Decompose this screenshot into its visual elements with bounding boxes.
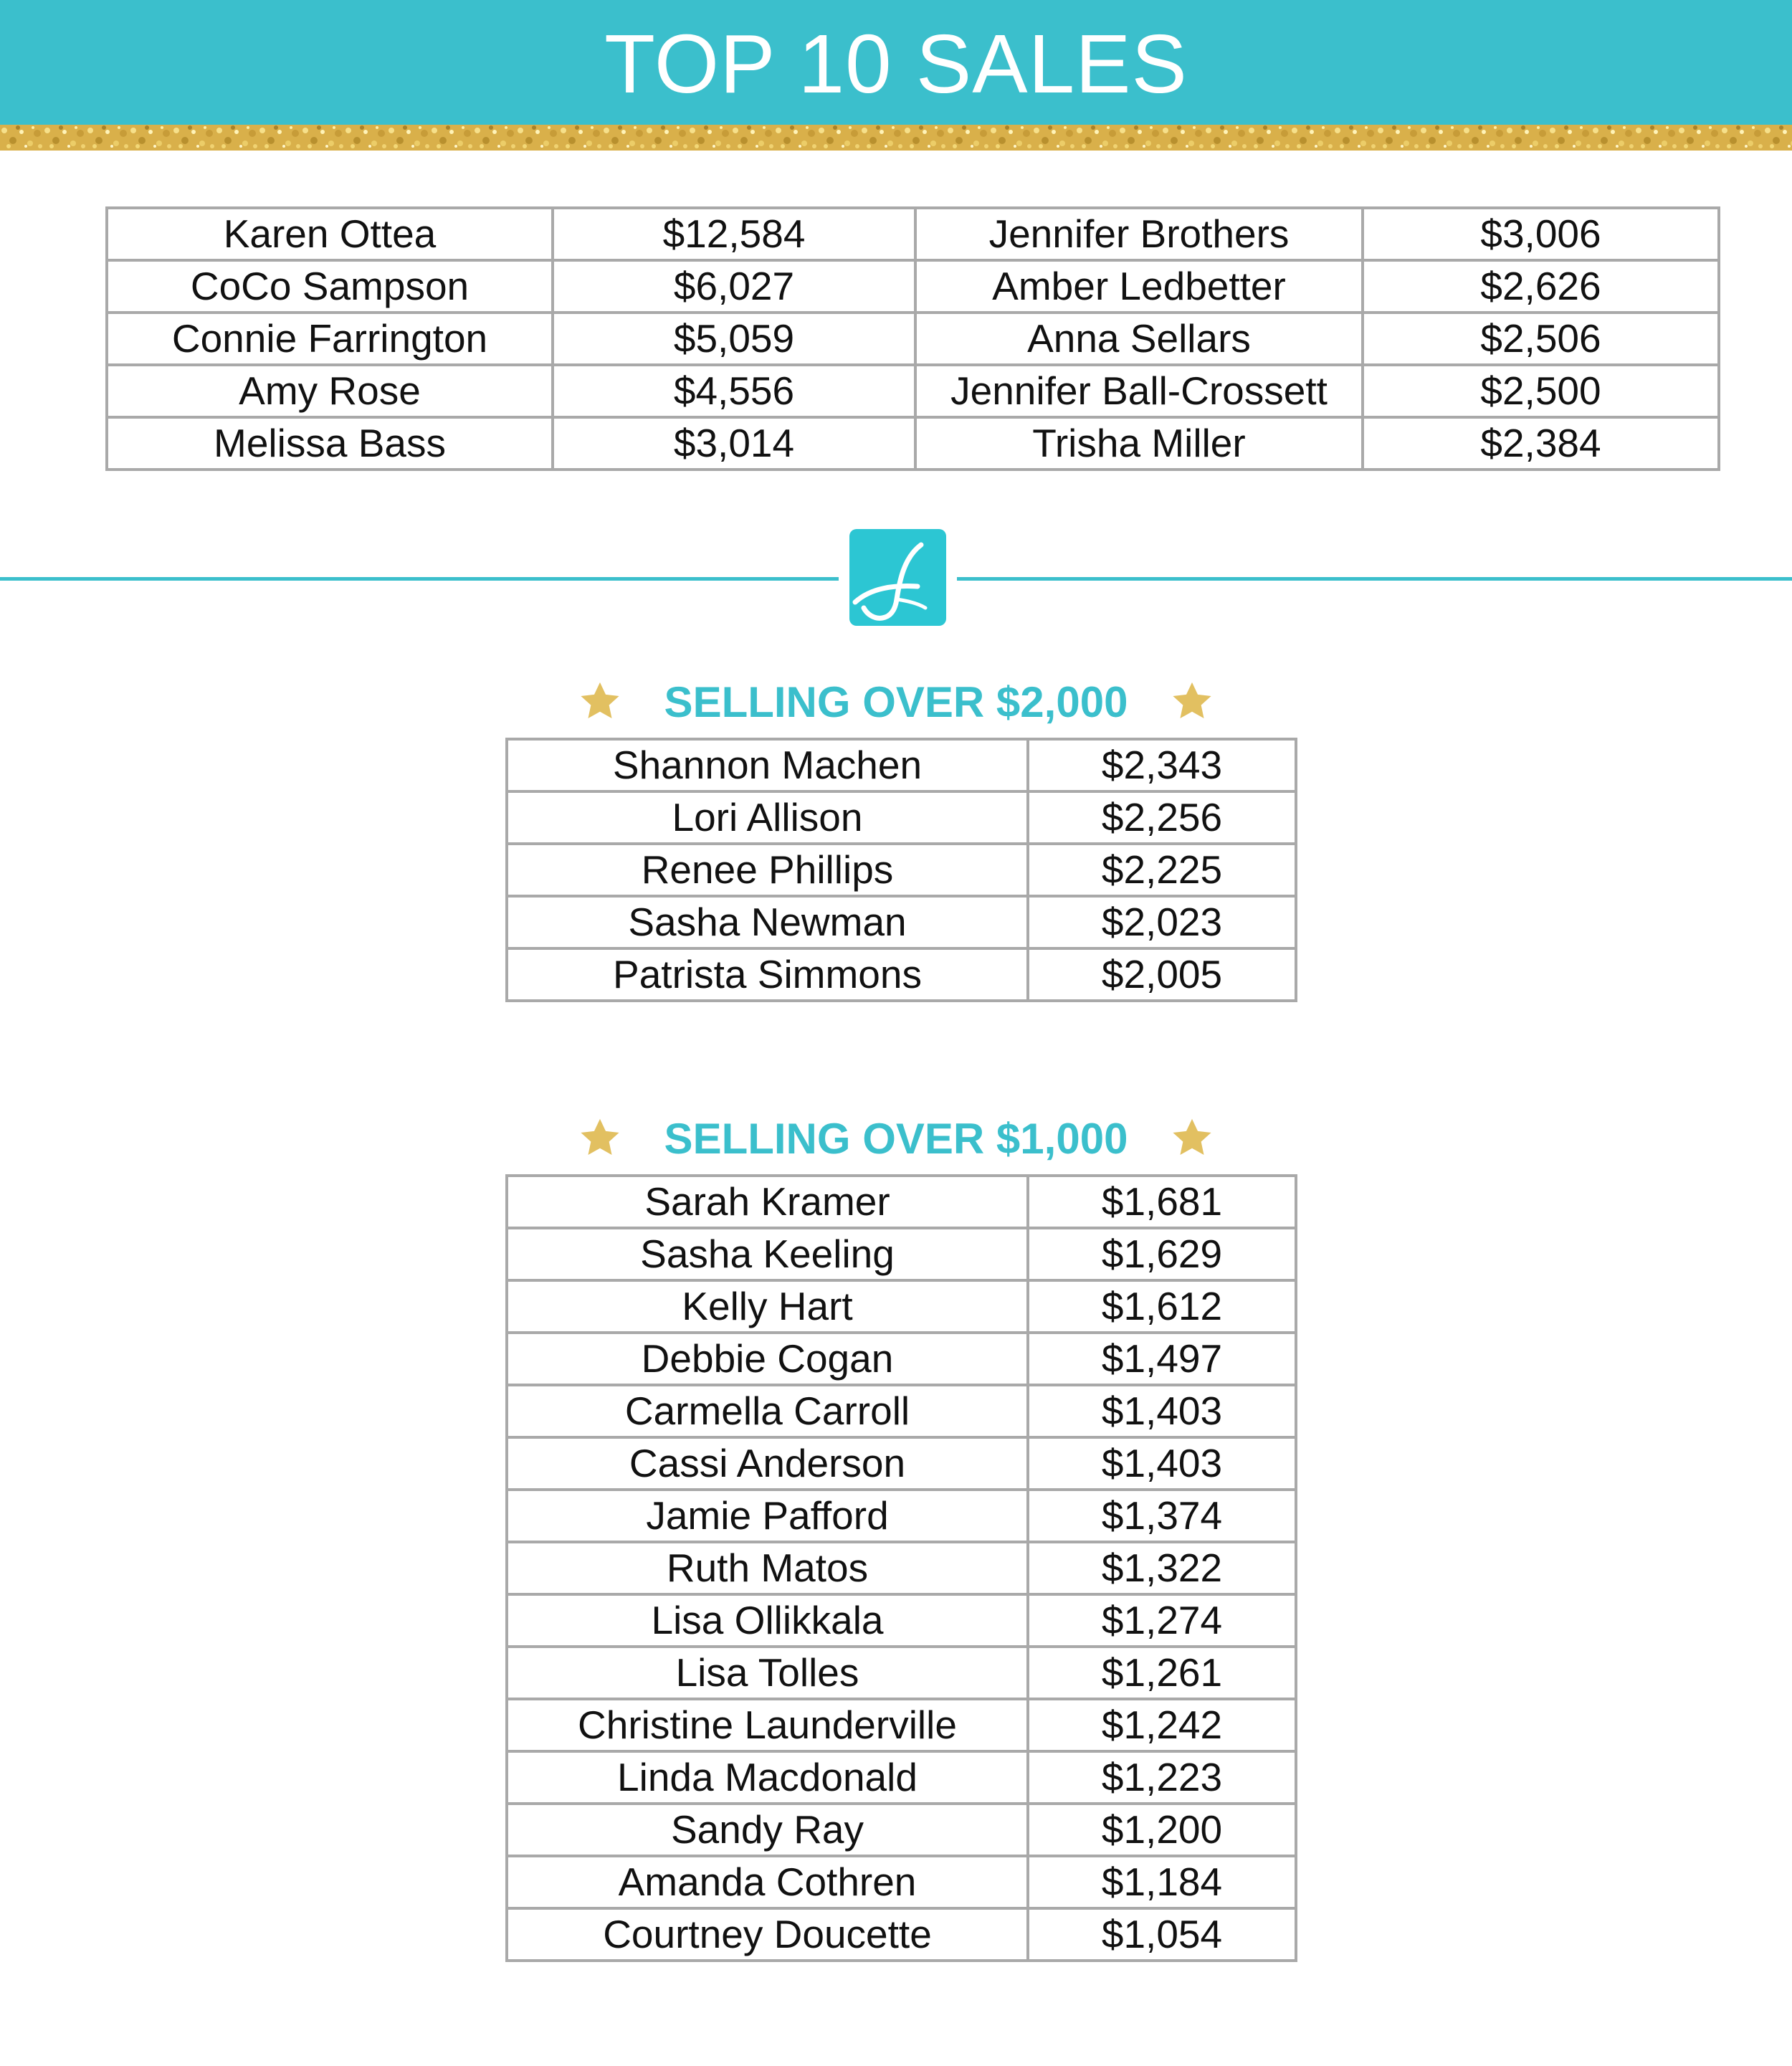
seller-name: Connie Farrington (107, 313, 553, 365)
sales-amount: $2,343 (1028, 739, 1296, 791)
seller-name: Amy Rose (107, 365, 553, 417)
divider-line-left (0, 577, 839, 581)
seller-name: Sasha Keeling (507, 1228, 1028, 1280)
sales-amount: $1,497 (1028, 1333, 1296, 1385)
sales-amount: $2,225 (1028, 844, 1296, 896)
seller-name: Cassi Anderson (507, 1437, 1028, 1490)
seller-name: Shannon Machen (507, 739, 1028, 791)
table-row (507, 1699, 1296, 1751)
seller-name: Christine Launderville (507, 1699, 1028, 1751)
table-row (507, 1385, 1296, 1437)
sales-amount: $1,223 (1028, 1751, 1296, 1804)
gold-glitter-strip (0, 125, 1792, 151)
table-row (507, 1594, 1296, 1647)
seller-name: Jamie Pafford (507, 1490, 1028, 1542)
table-row (507, 1333, 1296, 1385)
seller-name: CoCo Sampson (107, 260, 553, 313)
table-row (507, 1856, 1296, 1908)
table-row (507, 1908, 1296, 1961)
seller-name: Lori Allison (507, 791, 1028, 844)
table-row (507, 1280, 1296, 1333)
seller-name: Carmella Carroll (507, 1385, 1028, 1437)
seller-name: Sandy Ray (507, 1804, 1028, 1856)
table-row (107, 417, 1719, 470)
sales-amount: $1,261 (1028, 1647, 1296, 1699)
sales-amount: $1,629 (1028, 1228, 1296, 1280)
seller-name: Linda Macdonald (507, 1751, 1028, 1804)
sales-amount: $3,006 (1363, 208, 1719, 260)
table-row (507, 1176, 1296, 1228)
seller-name: Jennifer Ball-Crossett (915, 365, 1363, 417)
sales-amount: $1,681 (1028, 1176, 1296, 1228)
seller-name: Sasha Newman (507, 896, 1028, 948)
sales-amount: $1,242 (1028, 1699, 1296, 1751)
sales-amount: $1,612 (1028, 1280, 1296, 1333)
table-row (107, 208, 1719, 260)
seller-name: Trisha Miller (915, 417, 1363, 470)
section-title-over-1000: SELLING OVER $1,000 (664, 1114, 1128, 1163)
star-icon (577, 680, 623, 724)
table-row (507, 1542, 1296, 1594)
star-icon (1169, 680, 1215, 724)
sales-amount: $2,005 (1028, 948, 1296, 1001)
brand-script-logo-icon (849, 529, 946, 626)
sales-amount: $1,054 (1028, 1908, 1296, 1961)
table-row (507, 844, 1296, 896)
table-row (507, 1804, 1296, 1856)
table-row (107, 313, 1719, 365)
seller-name: Sarah Kramer (507, 1176, 1028, 1228)
table-row (507, 791, 1296, 844)
table-row (107, 260, 1719, 313)
sales-amount: $5,059 (553, 313, 915, 365)
star-icon (1169, 1116, 1215, 1161)
section-header-over-1000 (0, 1110, 1792, 1167)
sales-amount: $2,256 (1028, 791, 1296, 844)
table-row (507, 739, 1296, 791)
sales-amount: $1,403 (1028, 1385, 1296, 1437)
sales-amount: $2,626 (1363, 260, 1719, 313)
seller-name: Lisa Tolles (507, 1647, 1028, 1699)
sales-amount: $2,506 (1363, 313, 1719, 365)
over-2000-table (505, 738, 1297, 1002)
sales-amount: $1,374 (1028, 1490, 1296, 1542)
sales-amount: $3,014 (553, 417, 915, 470)
header-banner (0, 0, 1792, 125)
section-header-over-2000 (0, 673, 1792, 730)
table-row (507, 1228, 1296, 1280)
sales-amount: $4,556 (553, 365, 915, 417)
sales-amount: $12,584 (553, 208, 915, 260)
table-row (507, 1437, 1296, 1490)
table-row (507, 948, 1296, 1001)
seller-name: Lisa Ollikkala (507, 1594, 1028, 1647)
sales-amount: $1,184 (1028, 1856, 1296, 1908)
seller-name: Melissa Bass (107, 417, 553, 470)
sales-amount: $1,274 (1028, 1594, 1296, 1647)
seller-name: Karen Ottea (107, 208, 553, 260)
table-row (507, 896, 1296, 948)
seller-name: Kelly Hart (507, 1280, 1028, 1333)
sales-amount: $2,023 (1028, 896, 1296, 948)
sales-amount: $1,200 (1028, 1804, 1296, 1856)
seller-name: Patrista Simmons (507, 948, 1028, 1001)
seller-name: Jennifer Brothers (915, 208, 1363, 260)
sales-amount: $2,500 (1363, 365, 1719, 417)
top10-table (105, 206, 1720, 471)
page-title: TOP 10 SALES (604, 17, 1188, 110)
seller-name: Anna Sellars (915, 313, 1363, 365)
sales-amount: $1,403 (1028, 1437, 1296, 1490)
table-row (107, 365, 1719, 417)
seller-name: Courtney Doucette (507, 1908, 1028, 1961)
divider-line-right (957, 577, 1792, 581)
sales-amount: $6,027 (553, 260, 915, 313)
section-title-over-2000: SELLING OVER $2,000 (664, 677, 1128, 726)
seller-name: Renee Phillips (507, 844, 1028, 896)
table-row (507, 1647, 1296, 1699)
seller-name: Debbie Cogan (507, 1333, 1028, 1385)
table-row (507, 1490, 1296, 1542)
table-row (507, 1751, 1296, 1804)
seller-name: Ruth Matos (507, 1542, 1028, 1594)
seller-name: Amber Ledbetter (915, 260, 1363, 313)
seller-name: Amanda Cothren (507, 1856, 1028, 1908)
star-icon (577, 1116, 623, 1161)
over-1000-table (505, 1174, 1297, 1962)
sales-amount: $1,322 (1028, 1542, 1296, 1594)
sales-amount: $2,384 (1363, 417, 1719, 470)
